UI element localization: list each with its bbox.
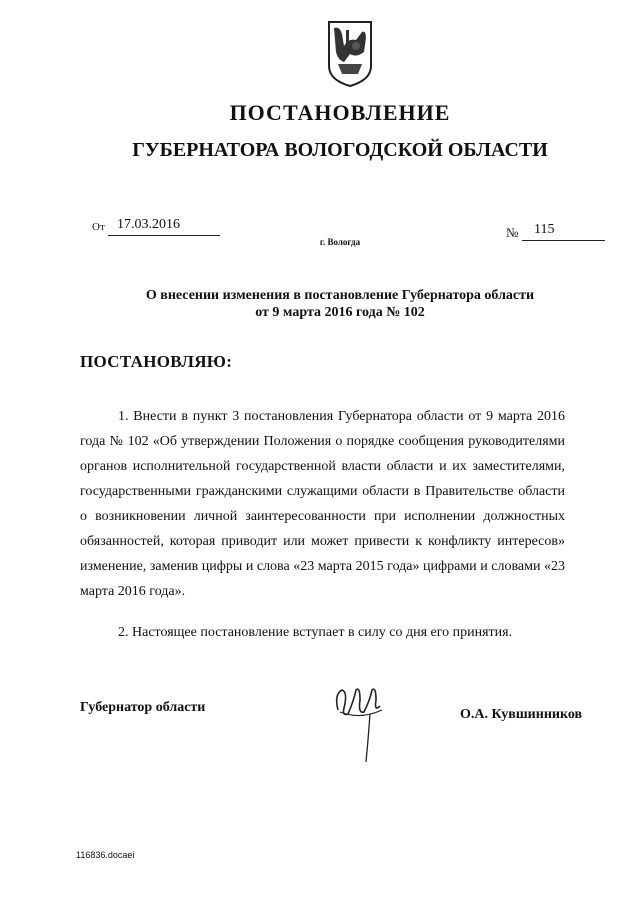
- decree-heading: ПОСТАНОВЛЯЮ:: [80, 352, 233, 371]
- document-number: 115: [534, 222, 555, 237]
- document-subtitle: ГУБЕРНАТОРА ВОЛОГОДСКОЙ ОБЛАСТИ: [132, 139, 548, 161]
- subject-line-2: от 9 марта 2016 года № 102: [255, 305, 425, 320]
- date-prefix: От: [92, 221, 105, 233]
- city-label: г. Вологда: [319, 237, 361, 247]
- subject-line-1: О внесении изменения в постановление Губернатора области: [145, 288, 535, 303]
- handwritten-signature: [330, 680, 390, 770]
- signatory-name: О.А. Кувшинников: [460, 707, 583, 722]
- number-prefix: №: [506, 225, 519, 240]
- document-subject: [120, 287, 560, 321]
- paragraph-2: 2. Настоящее постановление вступает в силу со дня его принятия.: [118, 625, 513, 640]
- signatory-role: Губернатор области: [80, 700, 206, 715]
- document-title: ПОСТАНОВЛЕНИЕ: [229, 100, 451, 125]
- date-underline: [108, 235, 220, 236]
- paragraph-1: 1. Внести в пункт 3 постановления Губернатора области от 9 марта 2016 года № 102 «Об утверждении Положения о порядке сообщения руководителями органов исполнительной государственной власти области и их заместителями, государственными гражданскими служащими области в Правительстве области о возникновении личной заинтересованности при исполнении должностных обязанностей, которая приводит или может привести к конфликту интересов» изменение, заменив цифры и слова «23 марта 2015 года» цифрами и словами «23 марта 2016 года».: [80, 409, 565, 599]
- coat-of-arms-emblem: [326, 18, 374, 88]
- document-date: 17.03.2016: [117, 217, 180, 232]
- file-code: 116836.docaei: [76, 850, 135, 860]
- number-underline: [522, 240, 605, 241]
